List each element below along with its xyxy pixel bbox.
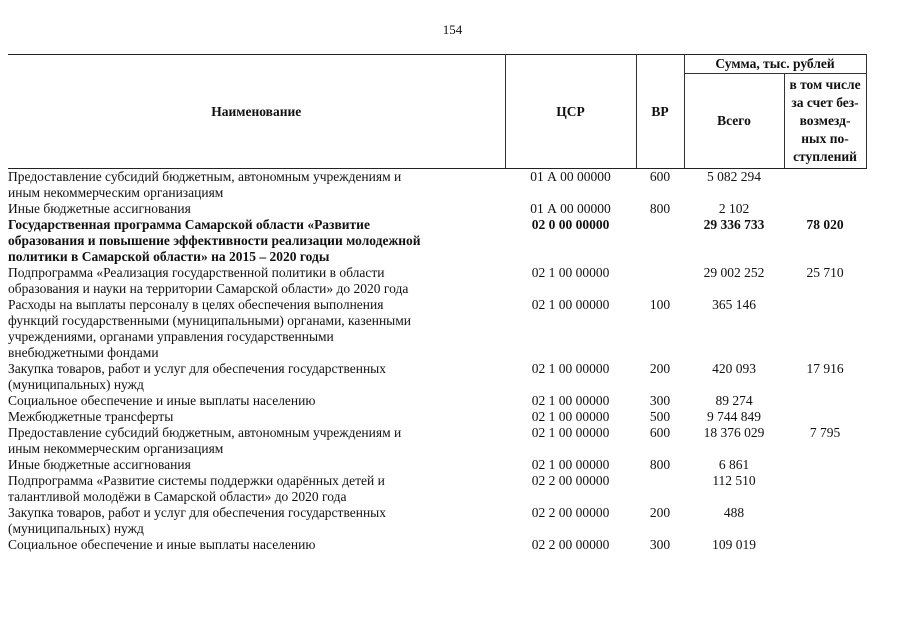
row-csr: 02 2 00 00000 <box>531 473 610 488</box>
row-name <box>8 537 505 553</box>
table-row <box>8 169 866 202</box>
row-name <box>8 169 505 202</box>
row-name-line: Предоставление субсидий бюджетным, автономным учреждениям и <box>8 169 402 184</box>
row-csr: 02 1 00 00000 <box>531 393 610 408</box>
table-row <box>8 457 866 473</box>
table-row <box>8 201 866 217</box>
row-total: 365 146 <box>712 297 756 312</box>
row-incl <box>784 505 866 537</box>
row-name-line: иным некоммерческим организациям <box>8 441 224 456</box>
row-csr: 02 1 00 00000 <box>531 457 610 472</box>
row-name <box>8 265 505 297</box>
row-name-line: Социальное обеспечение и иные выплаты населению <box>8 537 316 552</box>
row-csr: 02 1 00 00000 <box>531 361 610 376</box>
row-name-line: учреждениями, органами управления государственными <box>8 329 334 344</box>
row-incl <box>784 297 866 361</box>
header-incl-line: за счет без- <box>791 95 859 110</box>
table-row <box>8 297 866 361</box>
row-vr: 600 <box>649 169 671 184</box>
row-total: 5 082 294 <box>707 169 761 184</box>
row-name <box>8 425 505 457</box>
header-incl-line: ных по- <box>801 131 849 146</box>
row-incl: 17 916 <box>806 361 844 376</box>
row-csr: 02 2 00 00000 <box>531 505 610 520</box>
row-name-line: (муниципальных) нужд <box>8 521 144 536</box>
row-csr: 02 1 00 00000 <box>531 409 610 424</box>
row-name-line: Иные бюджетные ассигнования <box>8 201 191 216</box>
header-csr: ЦСР <box>505 55 636 169</box>
row-csr: 01 А 00 00000 <box>530 201 611 216</box>
row-total: 29 336 733 <box>703 217 765 232</box>
row-name <box>8 393 505 409</box>
row-incl: 25 710 <box>806 265 844 280</box>
row-total: 488 <box>723 505 745 520</box>
row-name-line: Расходы на выплаты персоналу в целях обеспечения выполнения <box>8 297 384 312</box>
table-body <box>8 169 866 554</box>
row-name-line: Подпрограмма «Развитие системы поддержки одарённых детей и <box>8 473 385 488</box>
row-name <box>8 409 505 425</box>
row-incl <box>784 169 866 202</box>
budget-table <box>8 54 867 553</box>
row-vr: 100 <box>649 297 671 312</box>
page-number: 154 <box>442 22 463 37</box>
row-name <box>8 473 505 505</box>
row-name <box>8 457 505 473</box>
row-name-line: иным некоммерческим организациям <box>8 185 224 200</box>
row-vr <box>636 265 684 297</box>
row-name-line: внебюджетными фондами <box>8 345 159 360</box>
row-total: 6 861 <box>718 457 750 472</box>
row-name <box>8 505 505 537</box>
header-name: Наименование <box>8 55 505 169</box>
row-vr <box>636 473 684 505</box>
table-row <box>8 409 866 425</box>
header-incl-line: в том числе <box>789 77 861 92</box>
row-name-line: Социальное обеспечение и иные выплаты населению <box>8 393 316 408</box>
row-vr: 800 <box>649 457 671 472</box>
row-total: 420 093 <box>712 361 756 376</box>
row-csr: 02 1 00 00000 <box>531 425 610 440</box>
row-vr: 200 <box>649 505 671 520</box>
row-name <box>8 201 505 217</box>
row-total: 29 002 252 <box>703 265 765 280</box>
table-row <box>8 473 866 505</box>
row-incl <box>784 457 866 473</box>
row-total: 18 376 029 <box>703 425 765 440</box>
row-csr: 02 1 00 00000 <box>531 297 610 312</box>
row-name-line: Иные бюджетные ассигнования <box>8 457 191 472</box>
row-csr: 01 А 00 00000 <box>530 169 611 184</box>
row-vr: 600 <box>649 425 671 440</box>
table-row <box>8 537 866 553</box>
header-total: Всего <box>684 74 784 169</box>
row-name-line: (муниципальных) нужд <box>8 377 144 392</box>
row-name-line: образования и повышение эффективности реализации молодежной <box>8 233 421 248</box>
row-name-line: Государственная программа Самарской области «Развитие <box>8 217 370 232</box>
row-name-line: политики в Самарской области» на 2015 – 2020 годы <box>8 249 330 264</box>
row-name-line: Межбюджетные трансферты <box>8 409 174 424</box>
row-csr: 02 1 00 00000 <box>531 265 610 280</box>
table-row <box>8 425 866 457</box>
row-csr: 02 0 00 00000 <box>531 217 610 232</box>
row-name-line: талантливой молодёжи в Самарской области» до 2020 года <box>8 489 347 504</box>
row-csr: 02 2 00 00000 <box>531 537 610 552</box>
row-total: 9 744 849 <box>707 409 761 424</box>
row-name-line: Закупка товаров, работ и услуг для обеспечения государственных <box>8 505 387 520</box>
row-incl <box>784 473 866 505</box>
row-name-line: Подпрограмма «Реализация государственной политики в области <box>8 265 385 280</box>
row-name-line: Закупка товаров, работ и услуг для обеспечения государственных <box>8 361 387 376</box>
header-incl-line: возмезд- <box>799 113 851 128</box>
row-total: 109 019 <box>712 537 756 552</box>
table-row <box>8 361 866 393</box>
row-vr: 300 <box>649 537 671 552</box>
table-row <box>8 217 866 265</box>
row-name-line: Предоставление субсидий бюджетным, автономным учреждениям и <box>8 425 402 440</box>
row-incl <box>784 393 866 409</box>
header-incl-line: ступлений <box>793 149 857 164</box>
table-row <box>8 393 866 409</box>
row-name <box>8 297 505 361</box>
table-row <box>8 505 866 537</box>
row-vr <box>636 217 684 265</box>
row-total: 2 102 <box>718 201 750 216</box>
row-vr: 200 <box>649 361 671 376</box>
row-vr: 800 <box>649 201 671 216</box>
row-name-line: образования и науки на территории Самарской области» до 2020 года <box>8 281 409 296</box>
header-incl <box>784 74 866 169</box>
row-name <box>8 217 505 265</box>
row-total: 89 274 <box>715 393 753 408</box>
header-sum: Сумма, тыс. рублей <box>684 55 866 74</box>
row-total: 112 510 <box>712 473 756 488</box>
header-vr: ВР <box>636 55 684 169</box>
row-incl <box>784 201 866 217</box>
row-incl <box>784 409 866 425</box>
row-name-line: функций государственными (муниципальными) органами, казенными <box>8 313 412 328</box>
row-incl: 7 795 <box>809 425 841 440</box>
row-incl: 78 020 <box>806 217 844 232</box>
table-row <box>8 265 866 297</box>
row-name <box>8 361 505 393</box>
row-incl <box>784 537 866 553</box>
row-vr: 500 <box>649 409 671 424</box>
row-vr: 300 <box>649 393 671 408</box>
